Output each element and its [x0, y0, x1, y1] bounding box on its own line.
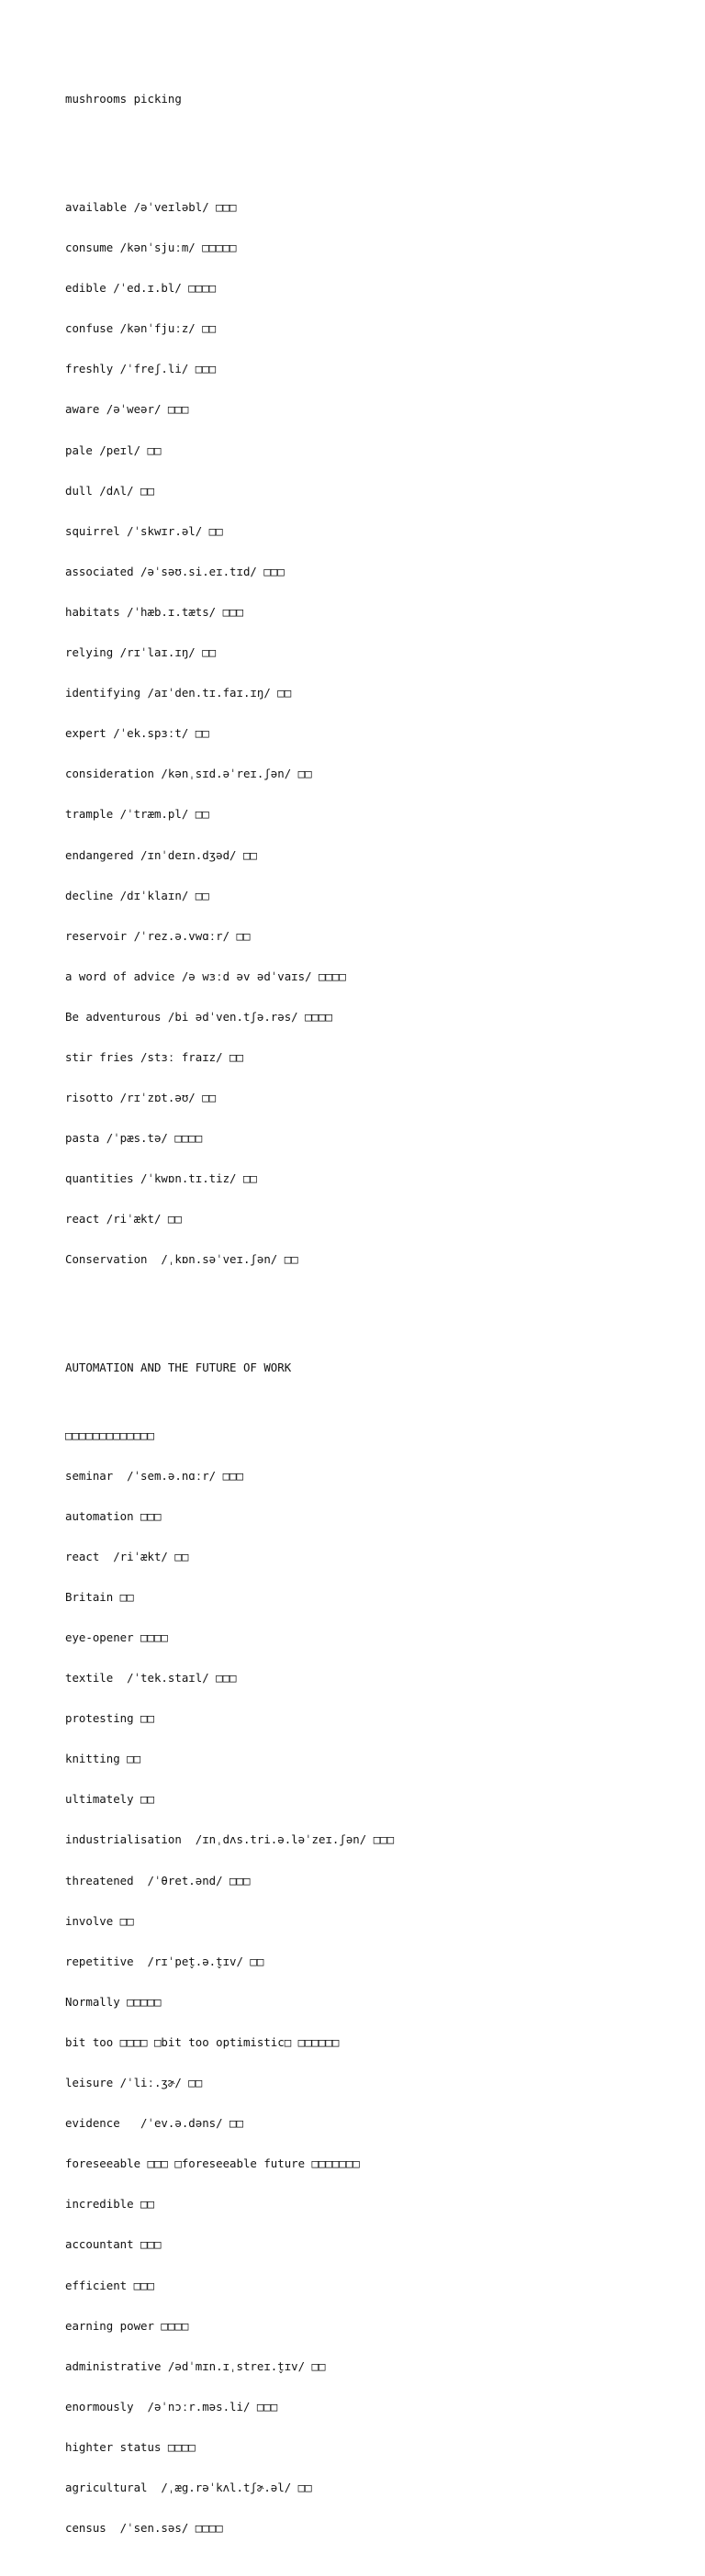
vocab-line: dull /dʌl/ □□	[65, 483, 154, 498]
vocab-line: a word of advice /ə wɜːd əv ədˈvaɪs/ □□□□	[65, 969, 346, 983]
vocab-line: squirrel /ˈskwɪr.əl/ □□	[65, 523, 223, 538]
vocab-line: pale /peɪl/ □□	[65, 442, 162, 457]
vocab-line: eye-opener □□□□	[65, 1630, 168, 1644]
vocab-line: identifying /aɪˈden.tɪ.faɪ.ɪŋ/ □□	[65, 686, 292, 700]
vocab-line: incredible □□	[65, 2197, 154, 2212]
vocab-line: consume /kənˈsjuːm/ □□□□□	[65, 241, 237, 255]
vocab-line: endangered /ɪnˈdeɪn.dʒəd/ □□	[65, 847, 257, 862]
vocab-line: enormously /əˈnɔːr.məs.li/ □□□	[65, 2399, 278, 2414]
vocab-line: consideration /kənˌsɪd.əˈreɪ.ʃən/ □□	[65, 767, 312, 781]
vocab-line: repetitive /rɪˈpet̬.ə.t̬ɪv/ □□	[65, 1954, 264, 1968]
vocab-line: efficient □□□	[65, 2278, 154, 2292]
vocab-line: aware /əˈweər/ □□□	[65, 402, 189, 417]
vocab-line: confuse /kənˈfjuːz/ □□	[65, 321, 217, 336]
section-title-automation: AUTOMATION AND THE FUTURE OF WORK	[65, 1361, 292, 1375]
vocab-line: involve □□	[65, 1913, 134, 1928]
vocab-line: □□□□□□□□□□□□□	[65, 1428, 154, 1442]
vocab-line: Conservation /ˌkɒn.səˈveɪ.ʃən/ □□	[65, 1252, 298, 1267]
blank-line	[65, 134, 689, 148]
vocab-line: Be adventurous /bi ədˈven.tʃə.rəs/ □□□□	[65, 1009, 332, 1024]
vocab-line: Britain □□	[65, 1589, 134, 1604]
vocab-line: highter status □□□□	[65, 2439, 196, 2454]
vocab-line: accountant □□□	[65, 2237, 162, 2252]
vocab-list-automation	[65, 1402, 689, 2562]
vocab-line: evidence /ˈev.ə.dəns/ □□	[65, 2116, 243, 2131]
vocab-line: decline /dɪˈklaɪn/ □□	[65, 888, 209, 902]
vocab-line: edible /ˈed.ɪ.bl/ □□□□	[65, 281, 217, 296]
vocab-line: react /riˈækt/ □□	[65, 1549, 189, 1563]
vocab-list-mushrooms	[65, 174, 689, 1294]
vocab-line: leisure /ˈliː.ʒɚ/ □□	[65, 2076, 203, 2090]
vocab-line: foreseeable □□□ □foreseeable future □□□□□□□	[65, 2156, 360, 2171]
vocab-line: threatened /ˈθret.ənd/ □□□	[65, 1873, 251, 1887]
vocab-line: freshly /ˈfreʃ.li/ □□□	[65, 362, 217, 376]
vocab-line: seminar /ˈsem.ə.nɑːr/ □□□	[65, 1468, 243, 1483]
vocab-line: ultimately □□	[65, 1792, 154, 1807]
section-title-mushrooms: mushrooms picking	[65, 92, 182, 106]
vocab-line: knitting □□	[65, 1752, 141, 1766]
vocab-line: protesting □□	[65, 1711, 154, 1726]
document-text	[65, 66, 689, 2576]
vocab-line: associated /əˈsəʊ.si.eɪ.tɪd/ □□□	[65, 564, 285, 578]
vocab-line: Normally □□□□□	[65, 1994, 162, 2009]
vocab-line: administrative /ədˈmɪn.ɪˌstreɪ.t̬ɪv/ □□	[65, 2358, 326, 2373]
vocab-line: trample /ˈtræm.pl/ □□	[65, 807, 209, 822]
vocab-line: available /əˈveɪləbl/ □□□	[65, 200, 237, 214]
vocab-line: industrialisation /ɪnˌdʌs.tri.ə.ləˈzeɪ.ʃən/ □□□	[65, 1832, 395, 1847]
vocab-line: react /riˈækt/ □□	[65, 1212, 182, 1226]
vocab-line: bit too □□□□ □bit too optimistic□ □□□□□□	[65, 2034, 340, 2049]
vocab-line: pasta /ˈpæs.tə/ □□□□	[65, 1131, 203, 1146]
vocab-line: stir fries /stɜː fraɪz/ □□	[65, 1049, 243, 1064]
vocab-line: agricultural /ˌæg.rəˈkʌl.tʃɚ.əl/ □□	[65, 2480, 312, 2494]
vocab-line: reservoir /ˈrez.ə.vwɑːr/ □□	[65, 928, 251, 943]
vocab-line: relying /rɪˈlaɪ.ɪŋ/ □□	[65, 645, 217, 660]
vocab-line: quantities /ˈkwɒn.tɪ.tiz/ □□	[65, 1171, 257, 1186]
vocab-line: census /ˈsen.səs/ □□□□	[65, 2521, 223, 2536]
blank-line	[65, 1321, 689, 1335]
vocab-line: expert /ˈek.spɜːt/ □□	[65, 726, 209, 741]
vocab-line: automation □□□	[65, 1508, 162, 1523]
vocab-line: habitats /ˈhæb.ɪ.tæts/ □□□	[65, 604, 243, 619]
vocab-line: textile /ˈtek.staɪl/ □□□	[65, 1671, 237, 1686]
vocab-line: risotto /rɪˈzɒt.əʊ/ □□	[65, 1091, 217, 1105]
vocab-line: earning power □□□□	[65, 2318, 189, 2333]
